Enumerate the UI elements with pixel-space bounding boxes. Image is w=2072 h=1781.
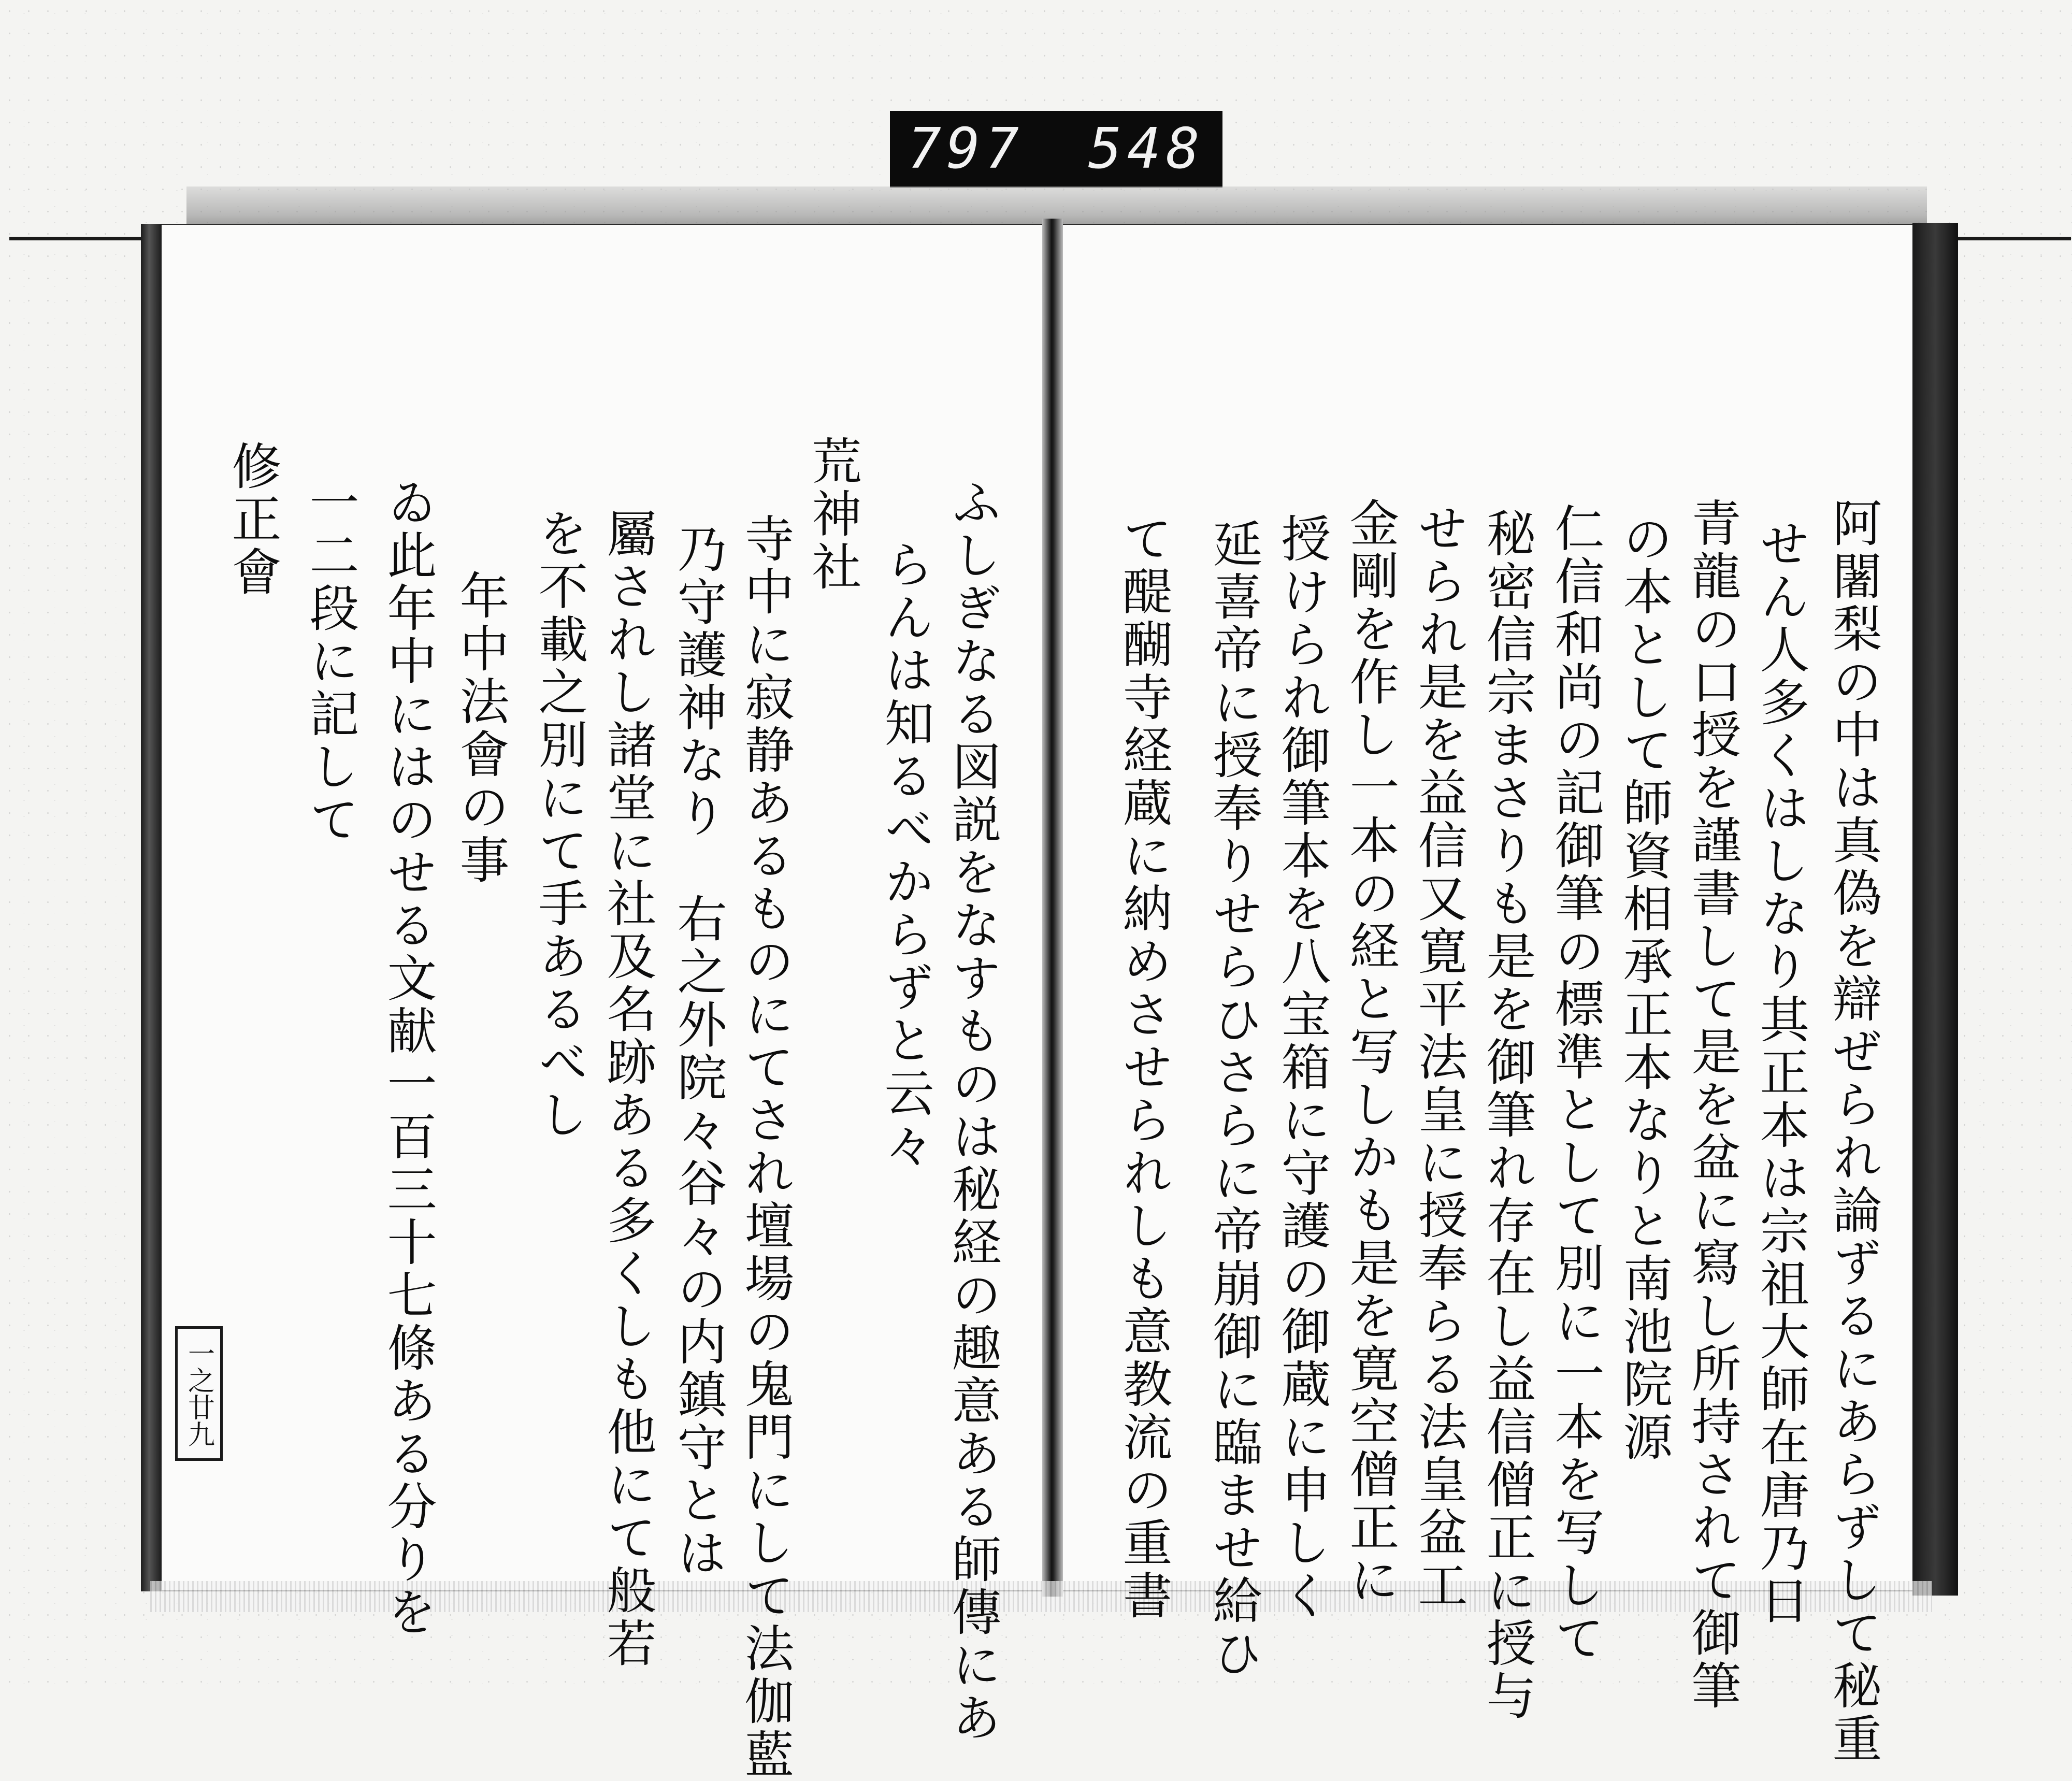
folio-number-box: 一之廿九 [175, 1326, 223, 1461]
heading-kojin-shrine: 荒神社 [804, 435, 862, 594]
right-text-column-1: 阿闍梨の中は真偽を辯ぜられ論ずるにあらずして秘重 [1824, 497, 1882, 1765]
catalog-number-label [890, 111, 1222, 188]
left-text-column-7: を不載之別にて手あるべし [530, 508, 588, 1142]
right-text-column-9: 授けられ御筆本を八宝箱に守護の御蔵に申しく [1273, 513, 1331, 1622]
right-text-column-6: 秘密信宗まさりも是を御筆れ存在し益信僧正に授与 [1478, 508, 1536, 1723]
right-text-column-3: 青龍の口授を謹書して是を盆に寫し所持されて御筆 [1684, 497, 1742, 1713]
left-text-column-10: 一二段に記して [301, 477, 359, 846]
catalog-number-right: 548 [1088, 117, 1205, 181]
left-text-column-1: ふしぎなる図説をなすものは秘経の趣意ある師傳にあ [944, 477, 1002, 1745]
left-text-column-6: 屬されし諸堂に社及名跡ある多くしも他にて般若 [599, 508, 657, 1670]
right-text-column-10: 延喜帝に授奉りせらひさらに帝崩御に臨ませ給ひ [1205, 518, 1263, 1681]
left-text-column-4: 寺中に寂静あるものにてされ壇場の鬼門にして法伽藍 [737, 513, 795, 1781]
right-text-column-8: 金剛を作し一本の経と写しかも是を寛空僧正に [1342, 497, 1400, 1607]
book-gutter [1042, 219, 1063, 1597]
right-page-edge [1912, 223, 1958, 1596]
right-text-column-5: 仁信和尚の記御筆の標準として別に一本を写して [1547, 502, 1605, 1665]
heading-annual-ceremonies: 年中法會の事 [452, 570, 510, 887]
left-text-column-2: らんは知るべからずと云々 [876, 539, 934, 1173]
left-text-column-5: 乃守護神なり 右之外院々谷々の内鎮守とは [669, 523, 727, 1580]
catalog-number-left: 797 [908, 117, 1025, 181]
left-text-column-9: ゐ此年中にはのせる文献一百三十七條ある分りを [379, 477, 437, 1639]
left-page-edge [141, 224, 162, 1591]
right-text-column-11: て醍醐寺経蔵に納めさせられしも意教流の重書 [1115, 513, 1173, 1622]
right-text-column-7: せられ是を益信又寛平法皇に授奉らる法皇盆工 [1410, 502, 1468, 1612]
right-text-column-2: せん人多くはしなり其正本は宗祖大師在唐乃日 [1752, 518, 1810, 1628]
heading-shusho-e: 修正會 [224, 440, 282, 599]
right-text-column-4: の本として師資相承正本なりと南池院源 [1615, 513, 1673, 1464]
